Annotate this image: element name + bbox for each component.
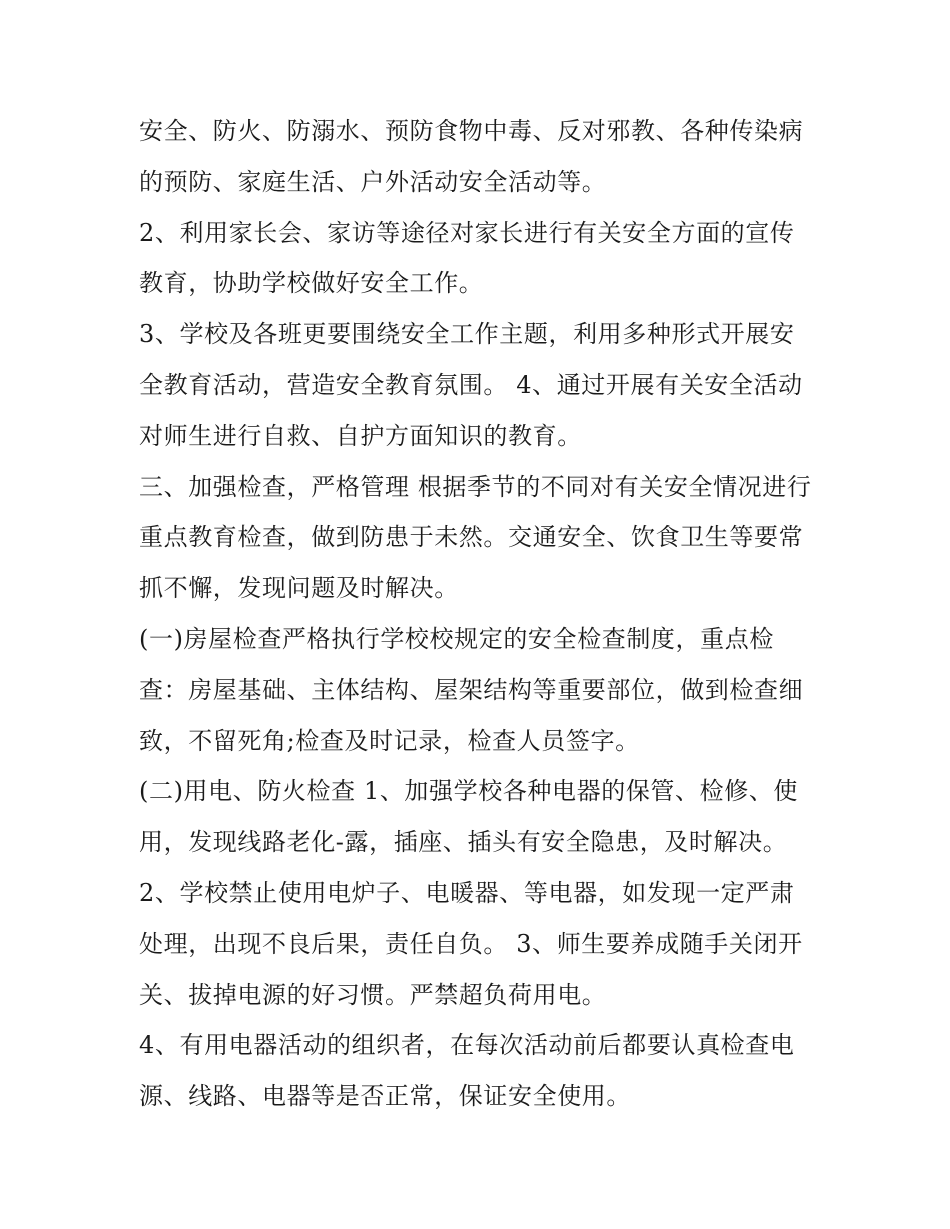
- paragraph-safety-topics: 安全、防火、防溺水、预防食物中毒、反对邪教、各种传染病的预防、家庭生活、户外活动安全活动等。: [139, 117, 804, 196]
- paragraph-electrical-fire-inspection: (二)用电、防火检查 1、加强学校各种电器的保管、检修、使用，发现线路老化-露，插座、插头有安全隐患，及时解决。: [139, 777, 799, 857]
- paragraph-activity-organizer: 4、有用电器活动的组织者，在每次活动前后都要认真检查电源、线路、电器等是否正常，保证安全使用。: [139, 1031, 795, 1111]
- paragraph-class-activities: 3、学校及各班更要围绕安全工作主题，利用多种形式开展安全教育活动，营造安全教育氛围。 4、通过开展有关安全活动对师生进行自救、自护方面知识的教育。: [139, 320, 803, 450]
- paragraph-parent-education: 2、利用家长会、家访等途径对家长进行有关安全方面的宣传教育，协助学校做好安全工作。: [139, 218, 795, 298]
- document-body: [139, 106, 819, 1122]
- paragraph-inspection-management: 三、加强检查，严格管理 根据季节的不同对有关安全情况进行重点教育检查，做到防患于未然。交通安全、饮食卫生等要常抓不懈，发现问题及时解决。: [139, 472, 812, 603]
- paragraph-building-inspection: (一)房屋检查严格执行学校校规定的安全检查制度，重点检查：房屋基础、主体结构、屋架结构等重要部位，做到检查细致，不留死角;检查及时记录，检查人员签字。: [139, 624, 804, 755]
- paragraph-appliance-ban: 2、学校禁止使用电炉子、电暖器、等电器，如发现一定严肃处理，出现不良后果，责任自负。 3、师生要养成随手关闭开关、拔掉电源的好习惯。严禁超负荷用电。: [139, 878, 803, 1009]
